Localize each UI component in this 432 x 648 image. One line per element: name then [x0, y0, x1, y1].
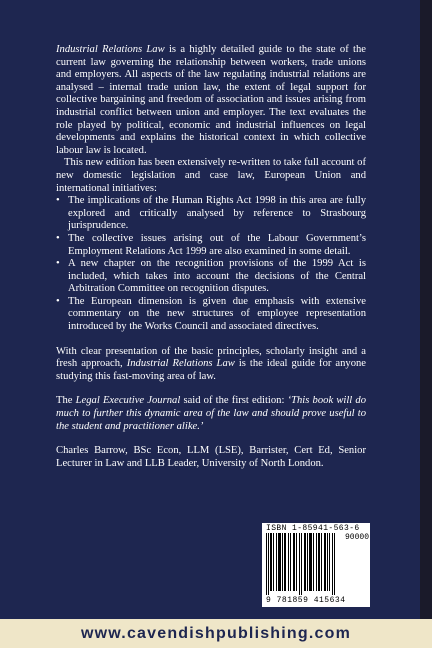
blurb — [56, 44, 366, 470]
list-item: • The implications of the Human Rights Act 1998 in this area are fully explored and critically analysed by reference to Strasbourg jurisprudence. — [56, 195, 366, 233]
price-code: 90000 — [345, 533, 370, 542]
list-item: • The European dimension is given due emphasis with extensive commentary on the new structures of employee representation introduced by the Works Council and associated directives. — [56, 296, 366, 334]
ean-number: 9 781859 415634 — [266, 596, 346, 605]
book-title: Industrial Relations Law — [126, 358, 235, 370]
intro-paragraph: Industrial Relations Law is a highly detailed guide to the state of the current law governing the relationship between workers, trade unions and employers. All aspects of the law regulating industrial relations are analysed – internal trade union law, the extent of legal support for collective bargaining and freedom of association and issues arising from industrial conflict between union and employer. The text evaluates the role played by political, economic and industrial influences on legal developments and explains the historical context in which collective labour law is located. — [56, 44, 366, 156]
list-item: • A new chapter on the recognition provisions of the 1999 Act is included, which takes into account the decisions of the Central Arbitration Committee on recognition disputes. — [56, 258, 366, 296]
edition-paragraph: This new edition has been extensively re-written to take full account of new domestic legislation and case law, European Union and international initiatives: — [56, 157, 366, 194]
cover-edge — [420, 0, 432, 619]
journal-name: Legal Executive Journal — [75, 395, 181, 407]
review-quote: The Legal Executive Journal said of the first edition: ‘This book will do much to further this dynamic area of the law and should prove useful to the student and practitioner alike.’ — [56, 395, 366, 432]
barcode-bars — [266, 533, 342, 595]
publisher-url[interactable]: www.cavendishpublishing.com — [80, 625, 352, 642]
quote-text: ‘This book will do much to further this dynamic area of the law and should prove useful to the student and practitioner alike.’ — [56, 395, 366, 432]
book-title: Industrial Relations Law — [56, 44, 165, 55]
author-bio: Charles Barrow, BSc Econ, LLM (LSE), Barrister, Cert Ed, Senior Lecturer in Law and LLB Leader, University of North London. — [56, 445, 366, 469]
summary-paragraph: With clear presentation of the basic principles, scholarly insight and a fresh approach, Industrial Relations Law is the ideal guide for anyone studying this fast-moving area of law. — [56, 345, 367, 382]
list-item: • The collective issues arising out of the Labour Government’s Employment Relations Act 1999 are also examined in some detail. — [56, 233, 366, 258]
feature-list — [56, 195, 366, 334]
isbn-label: ISBN 1-85941-563-6 — [266, 524, 360, 533]
